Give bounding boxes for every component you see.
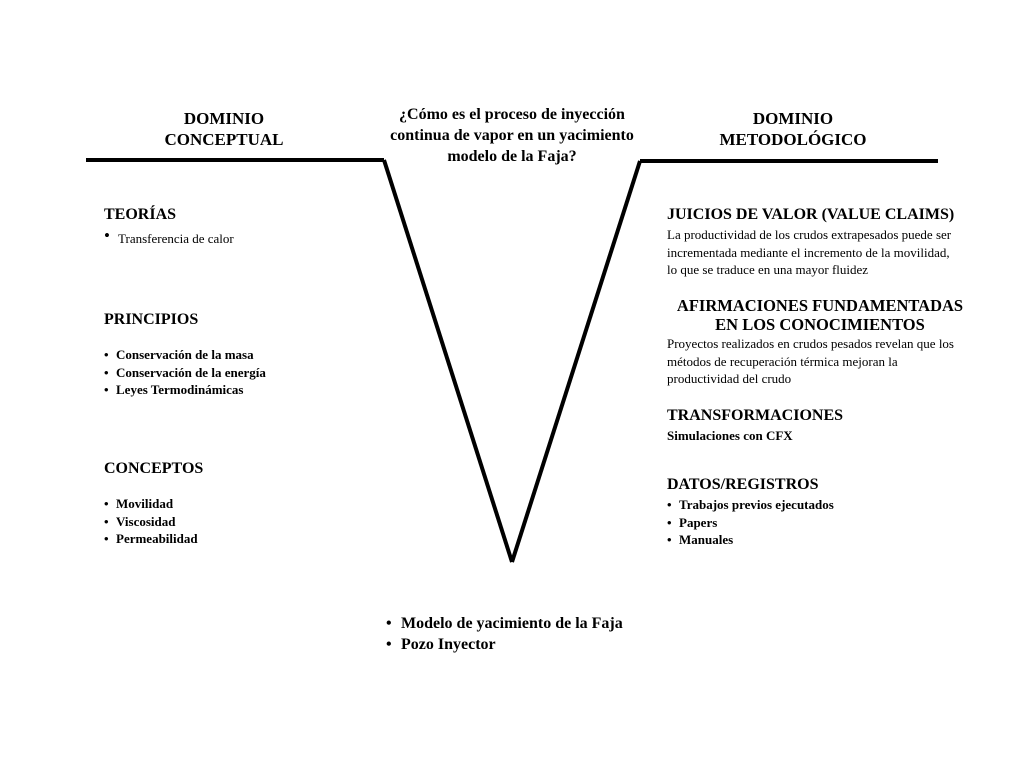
juicios-title: JUICIOS DE VALOR (VALUE CLAIMS) bbox=[667, 206, 955, 223]
transformaciones-title: TRANSFORMACIONES bbox=[667, 407, 844, 424]
datos-title: DATOS/REGISTROS bbox=[667, 476, 819, 493]
juicios-section bbox=[667, 205, 997, 279]
list-item: • Leyes Termodinámicas bbox=[104, 381, 266, 399]
principios-title: PRINCIPIOS bbox=[104, 311, 199, 328]
focus-question-line2: continua de vapor en un yacimiento bbox=[390, 127, 634, 144]
teorias-title: TEORÍAS bbox=[104, 206, 177, 223]
conceptual-domain-header-line2: CONCEPTUAL bbox=[164, 130, 284, 149]
list-item: • Pozo Inyector bbox=[386, 634, 623, 655]
principios-list bbox=[104, 346, 266, 399]
list-item: • Trabajos previos ejecutados bbox=[667, 496, 834, 514]
juicios-text-line3: lo que se traduce en una mayor fluidez bbox=[667, 262, 869, 277]
list-item: • Permeabilidad bbox=[104, 530, 203, 548]
conceptual-domain-header bbox=[134, 108, 314, 150]
focus-question-line3: modelo de la Faja? bbox=[447, 148, 577, 165]
list-item: • Viscosidad bbox=[104, 513, 203, 531]
events-section bbox=[386, 613, 623, 655]
conceptual-domain-header-line1: DOMINIO bbox=[183, 109, 265, 128]
teorias-item bbox=[104, 226, 234, 247]
afirmaciones-title-line1: AFIRMACIONES FUNDAMENTADAS bbox=[676, 296, 964, 315]
transformaciones-section bbox=[667, 406, 843, 445]
methodological-domain-header-line1: DOMINIO bbox=[752, 109, 834, 128]
conceptos-list bbox=[104, 495, 203, 548]
afirmaciones-text-line2: métodos de recuperación térmica mejoran la bbox=[667, 353, 898, 369]
transformaciones-text: Simulaciones con CFX bbox=[667, 428, 793, 443]
list-item: • Movilidad bbox=[104, 495, 203, 513]
methodological-domain-header bbox=[698, 108, 888, 150]
conceptos-title: CONCEPTOS bbox=[104, 460, 204, 477]
list-item: • Conservación de la masa bbox=[104, 346, 266, 364]
afirmaciones-text-line1: Proyectos realizados en crudos pesados revelan que los bbox=[667, 336, 954, 351]
afirmaciones-title-line2: EN LOS CONOCIMIENTOS bbox=[715, 315, 925, 334]
left-vee-arm bbox=[384, 160, 512, 562]
juicios-text-line2: incrementada mediante el incremento de la movilidad, bbox=[667, 244, 950, 260]
list-item: • Papers bbox=[667, 514, 834, 532]
afirmaciones-text bbox=[667, 335, 1007, 388]
focus-question-line1: ¿Cómo es el proceso de inyección bbox=[399, 106, 625, 123]
datos-section bbox=[667, 475, 834, 549]
teorias-item-text: Transferencia de calor bbox=[118, 231, 234, 246]
afirmaciones-title bbox=[667, 296, 973, 334]
datos-list bbox=[667, 496, 834, 549]
teorias-section bbox=[104, 205, 234, 247]
methodological-domain-header-line2: METODOLÓGICO bbox=[719, 130, 867, 149]
conceptos-section bbox=[104, 459, 203, 548]
principios-section bbox=[104, 310, 266, 399]
afirmaciones-text-line3: productividad del crudo bbox=[667, 371, 792, 386]
events-list bbox=[386, 613, 623, 655]
list-item: • Manuales bbox=[667, 531, 834, 549]
afirmaciones-section bbox=[667, 296, 1007, 388]
right-vee-arm bbox=[512, 161, 640, 562]
juicios-text bbox=[667, 226, 997, 279]
list-item: • Conservación de la energía bbox=[104, 364, 266, 382]
bullet-icon: • bbox=[104, 226, 110, 245]
list-item: • Modelo de yacimiento de la Faja bbox=[386, 613, 623, 634]
juicios-text-line1: La productividad de los crudos extrapesados puede ser bbox=[667, 227, 952, 242]
focus-question bbox=[362, 104, 662, 167]
